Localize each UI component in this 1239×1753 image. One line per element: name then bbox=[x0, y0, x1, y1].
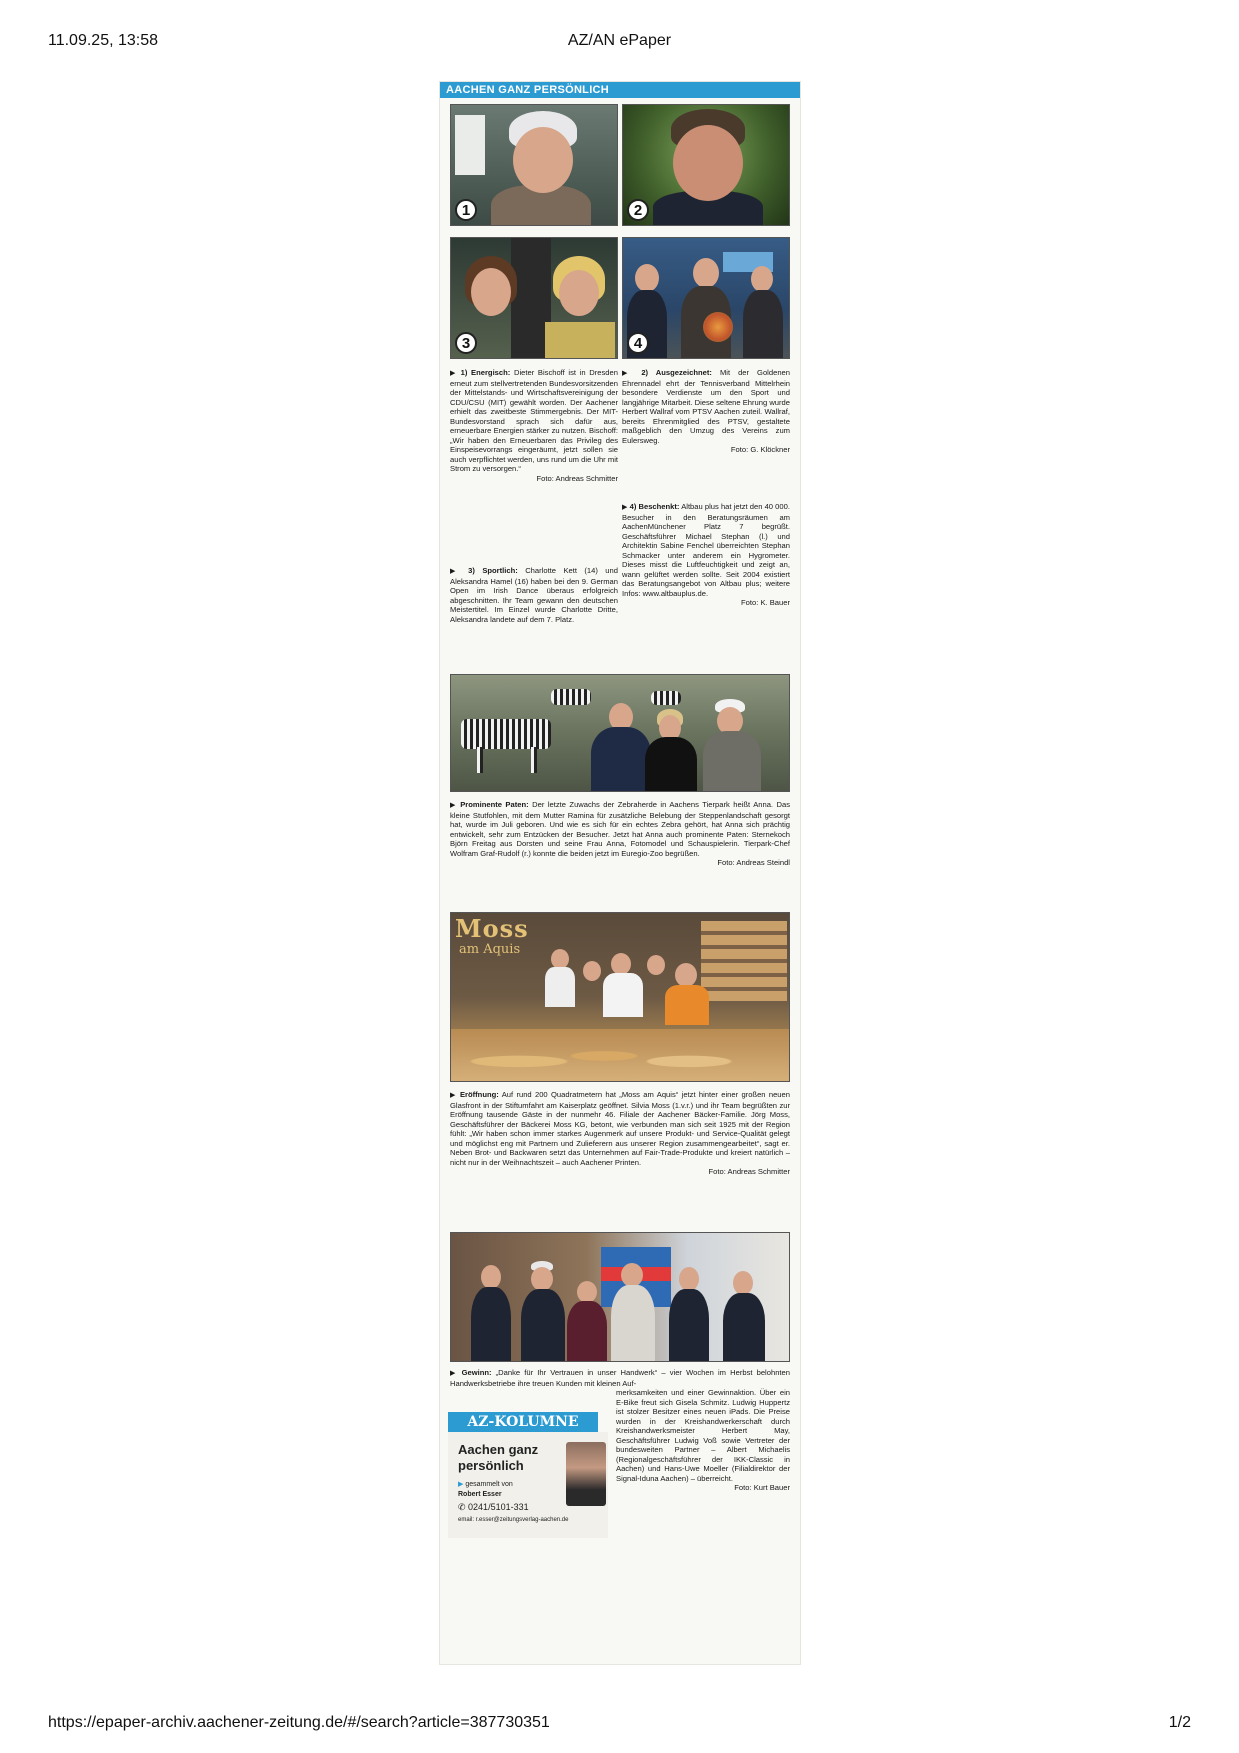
photo-2 bbox=[622, 104, 790, 226]
kolumne-box bbox=[448, 1432, 608, 1538]
item-5-text: ▶ Prominente Paten: Der letzte Zuwachs der Zebraherde in Aachens Tierpark heißt Anna. Das kleine Stutfohlen, mit dem Mutter Ramina für zusätzliche Belebung der Steppenlandschaft gesorgt hat, wurde im Juli geboren. Und wie es sich für ein echtes Zebra gehört, hat Anna sich prächtig entwickelt, sehr zum Entzücken der Besucher. Jetzt hat Anna auch prominente Paten: Sternekoch Björn Freitag aus Dorsten und seine Frau Anna, Fotomodel und Schauspielerin. Tierpark-Chef Wolfram Graf-Rudolf (r.) konnte die beiden jetzt im Euregio-Zoo begrüßen. Foto: Andreas Steindl bbox=[450, 800, 790, 867]
item-7-body-top: „Danke für Ihr Vertrauen in unser Handwerk“ – vier Wochen im Herbst belohnten Handwerksbetriebe ihre treuen Kunden mit kleinen Auf- bbox=[450, 1368, 790, 1388]
item-2-credit: Foto: G. Klöckner bbox=[730, 445, 790, 454]
item-3-label: 3) Sportlich: bbox=[468, 566, 518, 575]
photo-handwerk-body-3 bbox=[567, 1301, 607, 1362]
kolumne-title: Aachen ganz persönlich bbox=[458, 1442, 539, 1473]
photo-3-face-left bbox=[471, 268, 511, 316]
photo-handwerk-body-4 bbox=[611, 1285, 655, 1362]
photo-zoo-body-2 bbox=[645, 737, 697, 792]
item-7-text-side bbox=[616, 1388, 790, 1493]
photo-bakery-face-1 bbox=[551, 949, 569, 969]
photo-bakery-face-5 bbox=[675, 963, 697, 987]
photo-bakery-apron bbox=[665, 985, 709, 1025]
photo-zoo-body-3 bbox=[703, 731, 761, 792]
photo-zoo-body-1 bbox=[591, 727, 651, 792]
page-title: AZ/AN ePaper bbox=[567, 32, 672, 49]
photo-1 bbox=[450, 104, 618, 226]
item-6-credit: Foto: Andreas Schmitter bbox=[708, 1167, 790, 1176]
item-5-label: Prominente Paten: bbox=[460, 800, 529, 809]
photo-zoo-zebra-leg-2 bbox=[531, 747, 537, 773]
item-2-text: ▶ 2) Ausgezeichnet: Mit der Goldenen Ehrennadel ehrt der Tennisverband Mittelrhein besondere Verdienste um den Sport und langjährige Mitarbeit. Diese seltene Ehrung wurde Herbert Wallraf vom PTSV Aachen zuteil. Wallraf, bereits Ehrenmitglied des PTSV, gestaltete maßgeblich den Umzug des Vereins zum Eulersweg. Foto: G. Klöckner bbox=[622, 368, 791, 454]
item-1-credit: Foto: Andreas Schmitter bbox=[536, 473, 618, 483]
item-3-text: ▶ 3) Sportlich: Charlotte Kett (14) und Aleksandra Hamel (16) haben bei den 9. German Open im Irish Dance überaus erfolgreich abgeschnitten. Ihr Team gewann den deutschen Meistertitel. Im Einzel wurde Charlotte Dritte, Aleksandra landete auf dem 7. Platz. bbox=[450, 566, 618, 624]
photo-bakery-body-1 bbox=[545, 967, 575, 1007]
photo-handwerk-face-2 bbox=[531, 1267, 553, 1291]
item-6-label: Eröffnung: bbox=[459, 1090, 499, 1099]
item-4-text: ▶ 4) Beschenkt: Altbau plus hat jetzt den 40 000. Besucher in den Beratungsräumen am AachenMünchener Platz 7 begrüßt. Geschäftsführer Michael Stephan (l.) und Architektin Sabine Fenchel überreichten Stephan Schmacker unter anderem ein Hygrometer. Dieses misst die Luftfeuchtigkeit und zeigt an, wann gelüftet werden sollte. Seit 2004 existiert das Beratungsangebot von Altbau plus; weitere Infos: www.altbauplus.de. Foto: K. Bauer bbox=[622, 502, 790, 607]
photo-handwerk bbox=[450, 1232, 790, 1362]
photo-bakery-counter bbox=[451, 1029, 790, 1082]
photo-4-body-3 bbox=[743, 290, 783, 359]
photo-bakery-body-3 bbox=[603, 973, 643, 1017]
photo-zoo-zebra-1 bbox=[461, 719, 551, 749]
photo-handwerk-body-6 bbox=[723, 1293, 765, 1362]
photo-zoo-zebra-3 bbox=[651, 691, 681, 705]
photo-handwerk-face-3 bbox=[577, 1281, 597, 1303]
photo-number-2: 2 bbox=[627, 199, 649, 221]
print-timestamp: 11.09.25, 13:58 bbox=[48, 32, 159, 49]
photo-1-face bbox=[513, 127, 573, 193]
moss-sign-title: Moss bbox=[455, 914, 529, 943]
photo-4-face-2 bbox=[693, 258, 719, 288]
newspaper-clipping bbox=[440, 82, 800, 1664]
item-4-body: Altbau plus hat jetzt den 40 000. Besucher in den Beratungsräumen am AachenMünchener Platz 7 begrüßt. Geschäftsführer Michael Stephan (l.) und Architektin Sabine Fenchel überreichten Stephan Schmacker unter anderem ein Hygrometer. Dieses misst die Luftfeuchtigkeit und zeigt an, wann gelüftet werden sollte. Seit 2004 existiert das Beratungsangebot von Altbau plus; weitere Infos: www.altbauplus.de. bbox=[622, 502, 790, 598]
section-header: AACHEN GANZ PERSÖNLICH bbox=[440, 82, 800, 98]
item-1-label: 1) Energisch: bbox=[460, 368, 511, 377]
item-7-label: Gewinn: bbox=[461, 1368, 492, 1377]
photo-number-1: 1 bbox=[455, 199, 477, 221]
item-2-label: 2) Ausgezeichnet: bbox=[641, 368, 712, 377]
photo-bakery bbox=[450, 912, 790, 1082]
photo-handwerk-face-1 bbox=[481, 1265, 501, 1289]
item-5-credit: Foto: Andreas Steindl bbox=[717, 858, 790, 867]
kolumne-header: AZ-KOLUMNE bbox=[448, 1412, 598, 1432]
photo-number-4: 4 bbox=[627, 332, 649, 354]
photo-handwerk-face-4 bbox=[621, 1263, 643, 1287]
photo-1-poster bbox=[455, 115, 485, 175]
item-4-credit: Foto: K. Bauer bbox=[741, 598, 790, 607]
item-1-body: Dieter Bischoff ist in Dresden erneut zum stellvertretenden Bundesvorsitzenden der Mittelstands- und Wirtschaftsvereinigung der CDU/CSU (MIT) gewählt worden. Der Aachener erhielt das zweitbeste Stimmergebnis. Der MIT-Bundesvorstand sprach sich dafür aus, erneuerbare Energien stärker zu nutzen. Bischoff: „Wir haben den Erneuerbaren das Privileg des Einspeisevorrangs eingeräumt, jetzt sollen sie auch verpflichtet werden, uns rund um die Uhr mit Strom zu versorgen.“ bbox=[450, 368, 618, 473]
item-7-body-side: merksamkeiten und einer Gewinnaktion. Über ein E-Bike freut sich Gisela Schmitz. Ludwig Huppertz ist stolzer Besitzer eines neuen iPads. Die Preise wurden in der Kreishandwerkerschaft durch Kreishandwerksmeister Herbert May, Geschäftsführer Ludwig Voß sowie Vertreter der bundesweiten Partner – Albert Michaelis (Regionalgeschäftsführer der IKK-Classic in Aachen) und Hans-Uwe Moeller (Filialdirektor der Signal-Iduna Aachen) – überreicht. bbox=[616, 1388, 790, 1483]
kolumne-collected-by: ▶ gesammelt von bbox=[458, 1481, 513, 1488]
kolumne-author: Robert Esser bbox=[458, 1491, 502, 1498]
item-1-text: ▶ 1) Energisch: Dieter Bischoff ist in Dresden erneut zum stellvertretenden Bundesvorsitzenden der Mittelstands- und Wirtschaftsvereinigung der CDU/CSU (MIT) gewählt worden. Der Aachener erhielt das zweitbeste Stimmergebnis. Der MIT-Bundesvorstand sprach sich dafür aus, erneuerbare Energien stärker zu nutzen. Bischoff: „Wir haben den Erneuerbaren das Privileg des Einspeisevorrangs eingeräumt, jetzt sollen sie auch verpflichtet werden, uns rund um die Uhr mit Strom zu versorgen.“ Foto: Andreas Schmitter bbox=[450, 368, 618, 483]
item-2-body: Mit der Goldenen Ehrennadel ehrt der Tennisverband Mittelrhein besondere Verdienste um den Sport und langjährige Mitarbeit. Diese seltene Ehrung wurde Herbert Wallraf vom PTSV Aachen zuteil. Wallraf, bereits Ehrenmitglied des PTSV, gestaltete maßgeblich den Umzug des Vereins zum Eulersweg. bbox=[622, 368, 791, 445]
photo-handwerk-face-6 bbox=[733, 1271, 753, 1295]
item-6-body: Auf rund 200 Quadratmetern hat „Moss am Aquis“ jetzt hinter einer großen neuen Glasfront in der Stiftumfahrt am Kaiserplatz geöffnet. Silvia Moss (1.v.r.) und ihr Team begrüßten zur Eröffnung tausende Gäste in der nunmehr 46. Filiale der Aachener Bäcker-Familie. Jörg Moss, Geschäftsführer der Bäckerei Moss KG, betont, wie verbunden man sich seit 1925 mit der Region fühlt: „Wir haben schon immer starkes Augenmerk auf unsere Produkt- und Service-Qualität gelegt und möglichst eng mit Partnern und Zulieferern aus unserer Region zusammengearbeitet“, sagt er. Neben Brot- und Backwaren setzt das Unternehmen auf Fair-Trade-Produkte und kreiert natürlich – nicht nur in der Weihnachtszeit – auch Aachener Printen. bbox=[450, 1090, 790, 1167]
item-7-credit: Foto: Kurt Bauer bbox=[734, 1483, 790, 1492]
item-7-text-top: ▶ Gewinn: „Danke für Ihr Vertrauen in unser Handwerk“ – vier Wochen im Herbst belohnten Handwerksbetriebe ihre treuen Kunden mit kleinen Auf- bbox=[450, 1368, 790, 1388]
page-number: 1/2 bbox=[1168, 1714, 1191, 1731]
kolumne-phone: ✆ 0241/5101-331 bbox=[458, 1502, 529, 1512]
photo-4-flowers bbox=[703, 312, 733, 342]
photo-handwerk-face-5 bbox=[679, 1267, 699, 1291]
photo-handwerk-body-2 bbox=[521, 1289, 565, 1362]
photo-4-face-3 bbox=[751, 266, 773, 292]
kolumne-email: email: r.esser@zeitungsverlag-aachen.de bbox=[458, 1517, 569, 1523]
photo-bakery-face-2 bbox=[583, 961, 601, 981]
photo-4 bbox=[622, 237, 790, 359]
photo-bakery-face-4 bbox=[647, 955, 665, 975]
photo-zoo bbox=[450, 674, 790, 792]
photo-2-face bbox=[673, 125, 743, 201]
photo-3-face-right bbox=[559, 270, 599, 316]
photo-4-face-1 bbox=[635, 264, 659, 292]
photo-handwerk-body-5 bbox=[669, 1289, 709, 1362]
photo-zoo-zebra-leg-1 bbox=[477, 747, 483, 773]
photo-3-costume bbox=[545, 322, 615, 359]
photo-bakery-face-3 bbox=[611, 953, 631, 975]
kolumne-author-photo bbox=[566, 1442, 606, 1506]
photo-number-3: 3 bbox=[455, 332, 477, 354]
item-5-body: Der letzte Zuwachs der Zebraherde in Aachens Tierpark heißt Anna. Das kleine Stutfohlen, mit dem Mutter Ramina für zusätzliche Belebung der Steppenlandschaft gesorgt hat, wurde im Juli geboren. Und wie es sich für ein echtes Zebra gehört, hat Anna sich prächtig entwickelt, sehr zum Entzücken der Besucher. Jetzt hat Anna auch prominente Paten: Sternekoch Björn Freitag aus Dorsten und seine Frau Anna, Fotomodel und Schauspielerin. Tierpark-Chef Wolfram Graf-Rudolf (r.) konnte die beiden jetzt im Euregio-Zoo begrüßen. bbox=[450, 800, 790, 858]
photo-3 bbox=[450, 237, 618, 359]
photo-bakery-shelves bbox=[701, 921, 787, 1001]
photo-handwerk-body-1 bbox=[471, 1287, 511, 1362]
item-6-text: ▶ Eröffnung: Auf rund 200 Quadratmetern hat „Moss am Aquis“ jetzt hinter einer großen neuen Glasfront in der Stiftumfahrt am Kaiserplatz geöffnet. Silvia Moss (1.v.r.) und ihr Team begrüßten zur Eröffnung tausende Gäste in der nunmehr 46. Filiale der Aachener Bäcker-Familie. Jörg Moss, Geschäftsführer der Bäckerei Moss KG, betont, wie verbunden man sich seit 1925 mit der Region fühlt: „Wir haben schon immer starkes Augenmerk auf unsere Produkt- und Service-Qualität gelegt und möglichst eng mit Partnern und Zulieferern aus unserer Region zusammengearbeitet“, sagt er. Neben Brot- und Backwaren setzt das Unternehmen auf Fair-Trade-Produkte und kreiert natürlich – nicht nur in der Weihnachtszeit – auch Aachener Printen. Foto: Andreas Schmitter bbox=[450, 1090, 790, 1176]
kolumne-collected-by-text: gesammelt von bbox=[465, 1481, 513, 1488]
item-3-body: Charlotte Kett (14) und Aleksandra Hamel (16) haben bei den 9. German Open im Irish Dance überaus erfolgreich abgeschnitten. Ihr Team gewann den deutschen Meistertitel. Im Einzel wurde Charlotte Dritte, Aleksandra landete auf dem 7. Platz. bbox=[450, 566, 618, 624]
page-url: https://epaper-archiv.aachener-zeitung.de/#/search?article=387730351 bbox=[48, 1714, 550, 1731]
moss-sign-subtitle: am Aquis bbox=[459, 942, 521, 957]
photo-zoo-zebra-2 bbox=[551, 689, 591, 705]
item-4-label: 4) Beschenkt: bbox=[629, 502, 680, 511]
